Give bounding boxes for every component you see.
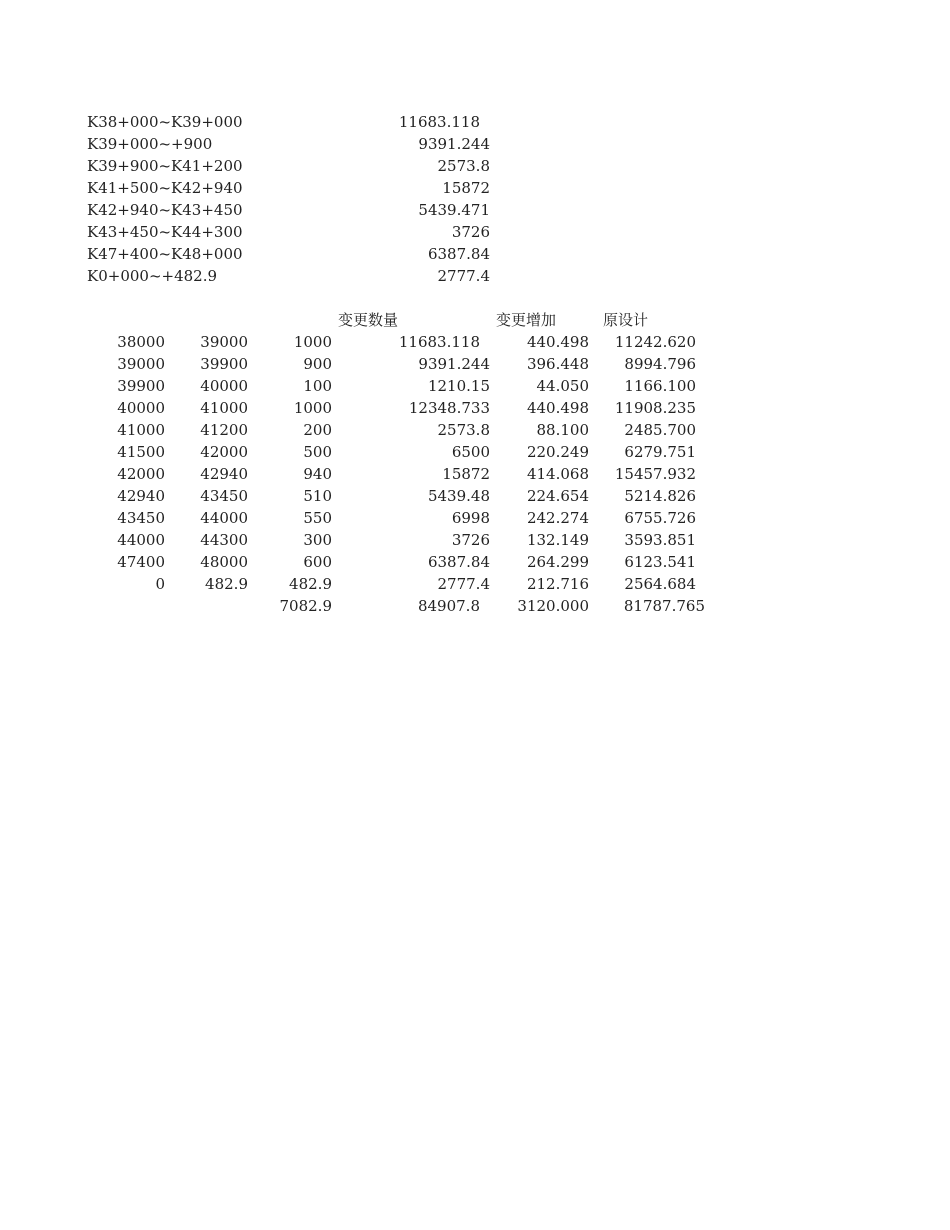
cell-to: 41200 <box>200 421 248 439</box>
cell-from: 47400 <box>117 553 165 571</box>
cell-to: 43450 <box>200 487 248 505</box>
cell-original-design: 1166.100 <box>624 377 696 395</box>
top-list-value: 2777.4 <box>437 267 490 285</box>
cell-change-increase: 242.274 <box>526 509 589 527</box>
top-list-range: K47+400~K48+000 <box>87 245 243 263</box>
top-list-value: 15872 <box>442 179 490 197</box>
cell-original-design: 15457.932 <box>614 465 696 483</box>
cell-change-quantity: 11683.118 <box>398 333 480 351</box>
cell-original-design: 11908.235 <box>614 399 696 417</box>
cell-to: 48000 <box>200 553 248 571</box>
cell-change-quantity: 6998 <box>451 509 490 527</box>
table-row <box>0 463 950 485</box>
table-row <box>0 375 950 397</box>
cell-length: 600 <box>303 553 332 571</box>
top-list-range: K39+900~K41+200 <box>87 157 243 175</box>
cell-from: 44000 <box>117 531 165 549</box>
total-original-design: 81787.765 <box>623 597 705 615</box>
cell-to: 40000 <box>200 377 248 395</box>
top-list-range: K0+000~+482.9 <box>87 267 218 285</box>
top-list-range: K43+450~K44+300 <box>87 223 243 241</box>
cell-from: 38000 <box>117 333 165 351</box>
cell-original-design: 6279.751 <box>624 443 696 461</box>
cell-to: 39900 <box>200 355 248 373</box>
table-header-row <box>0 309 950 331</box>
cell-change-quantity: 5439.48 <box>427 487 490 505</box>
cell-change-increase: 414.068 <box>526 465 589 483</box>
top-list-row <box>0 133 950 155</box>
table-row <box>0 441 950 463</box>
cell-length: 500 <box>303 443 332 461</box>
table-row <box>0 551 950 573</box>
top-list-value: 5439.471 <box>418 201 490 219</box>
cell-change-quantity: 2777.4 <box>437 575 490 593</box>
cell-length: 200 <box>303 421 332 439</box>
cell-change-quantity: 1210.15 <box>427 377 490 395</box>
cell-change-quantity: 12348.733 <box>408 399 490 417</box>
cell-change-quantity: 6500 <box>451 443 490 461</box>
cell-length: 900 <box>303 355 332 373</box>
cell-change-increase: 220.249 <box>526 443 589 461</box>
cell-to: 42000 <box>200 443 248 461</box>
cell-original-design: 2485.700 <box>624 421 696 439</box>
table-row <box>0 529 950 551</box>
cell-length: 300 <box>303 531 332 549</box>
cell-length: 1000 <box>293 399 332 417</box>
total-length: 7082.9 <box>279 597 332 615</box>
table-row <box>0 397 950 419</box>
top-list-value: 2573.8 <box>437 157 490 175</box>
cell-length: 482.9 <box>289 575 332 593</box>
top-list-value: 9391.244 <box>418 135 490 153</box>
cell-from: 42000 <box>117 465 165 483</box>
cell-to: 39000 <box>200 333 248 351</box>
cell-original-design: 6123.541 <box>624 553 696 571</box>
top-list-range: K42+940~K43+450 <box>87 201 243 219</box>
cell-length: 550 <box>303 509 332 527</box>
cell-original-design: 6755.726 <box>624 509 696 527</box>
cell-to: 41000 <box>200 399 248 417</box>
top-list-range: K39+000~+900 <box>87 135 213 153</box>
header-change-increase: 变更增加 <box>496 311 557 329</box>
cell-length: 1000 <box>293 333 332 351</box>
cell-from: 41500 <box>117 443 165 461</box>
total-change-quantity: 84907.8 <box>417 597 480 615</box>
cell-change-increase: 440.498 <box>526 399 589 417</box>
top-list-row <box>0 199 950 221</box>
cell-length: 510 <box>303 487 332 505</box>
cell-original-design: 11242.620 <box>614 333 696 351</box>
top-list-row <box>0 221 950 243</box>
cell-original-design: 2564.684 <box>624 575 696 593</box>
table-row <box>0 485 950 507</box>
total-change-increase: 3120.000 <box>517 597 589 615</box>
top-list-range: K41+500~K42+940 <box>87 179 243 197</box>
cell-to: 482.9 <box>205 575 248 593</box>
top-list-row <box>0 177 950 199</box>
cell-from: 0 <box>155 575 165 593</box>
cell-from: 43450 <box>117 509 165 527</box>
cell-change-quantity: 9391.244 <box>418 355 490 373</box>
top-list-row <box>0 265 950 287</box>
top-list-value: 3726 <box>451 223 490 241</box>
cell-to: 44000 <box>200 509 248 527</box>
table-row <box>0 573 950 595</box>
top-list-row <box>0 111 950 133</box>
header-original-design: 原设计 <box>603 311 649 329</box>
cell-change-quantity: 15872 <box>442 465 490 483</box>
table-row <box>0 419 950 441</box>
cell-original-design: 3593.851 <box>624 531 696 549</box>
table-row <box>0 331 950 353</box>
top-list-row <box>0 243 950 265</box>
cell-change-quantity: 2573.8 <box>437 421 490 439</box>
top-list-value: 6387.84 <box>427 245 490 263</box>
cell-change-quantity: 3726 <box>451 531 490 549</box>
top-list-row <box>0 155 950 177</box>
cell-original-design: 8994.796 <box>624 355 696 373</box>
cell-length: 940 <box>303 465 332 483</box>
cell-change-increase: 440.498 <box>526 333 589 351</box>
cell-from: 40000 <box>117 399 165 417</box>
cell-from: 39000 <box>117 355 165 373</box>
top-list-value: 11683.118 <box>398 113 480 131</box>
cell-to: 44300 <box>200 531 248 549</box>
cell-to: 42940 <box>200 465 248 483</box>
table-totals-row <box>0 595 950 617</box>
cell-change-increase: 396.448 <box>526 355 589 373</box>
cell-change-increase: 224.654 <box>526 487 589 505</box>
cell-original-design: 5214.826 <box>624 487 696 505</box>
cell-length: 100 <box>303 377 332 395</box>
top-list-range: K38+000~K39+000 <box>87 113 243 131</box>
table-row <box>0 353 950 375</box>
table-row <box>0 507 950 529</box>
cell-from: 42940 <box>117 487 165 505</box>
header-change-quantity: 变更数量 <box>338 311 399 329</box>
cell-change-increase: 44.050 <box>536 377 589 395</box>
cell-change-increase: 132.149 <box>526 531 589 549</box>
cell-change-increase: 212.716 <box>526 575 589 593</box>
cell-from: 41000 <box>117 421 165 439</box>
cell-change-increase: 88.100 <box>536 421 589 439</box>
cell-change-quantity: 6387.84 <box>427 553 490 571</box>
cell-from: 39900 <box>117 377 165 395</box>
cell-change-increase: 264.299 <box>526 553 589 571</box>
